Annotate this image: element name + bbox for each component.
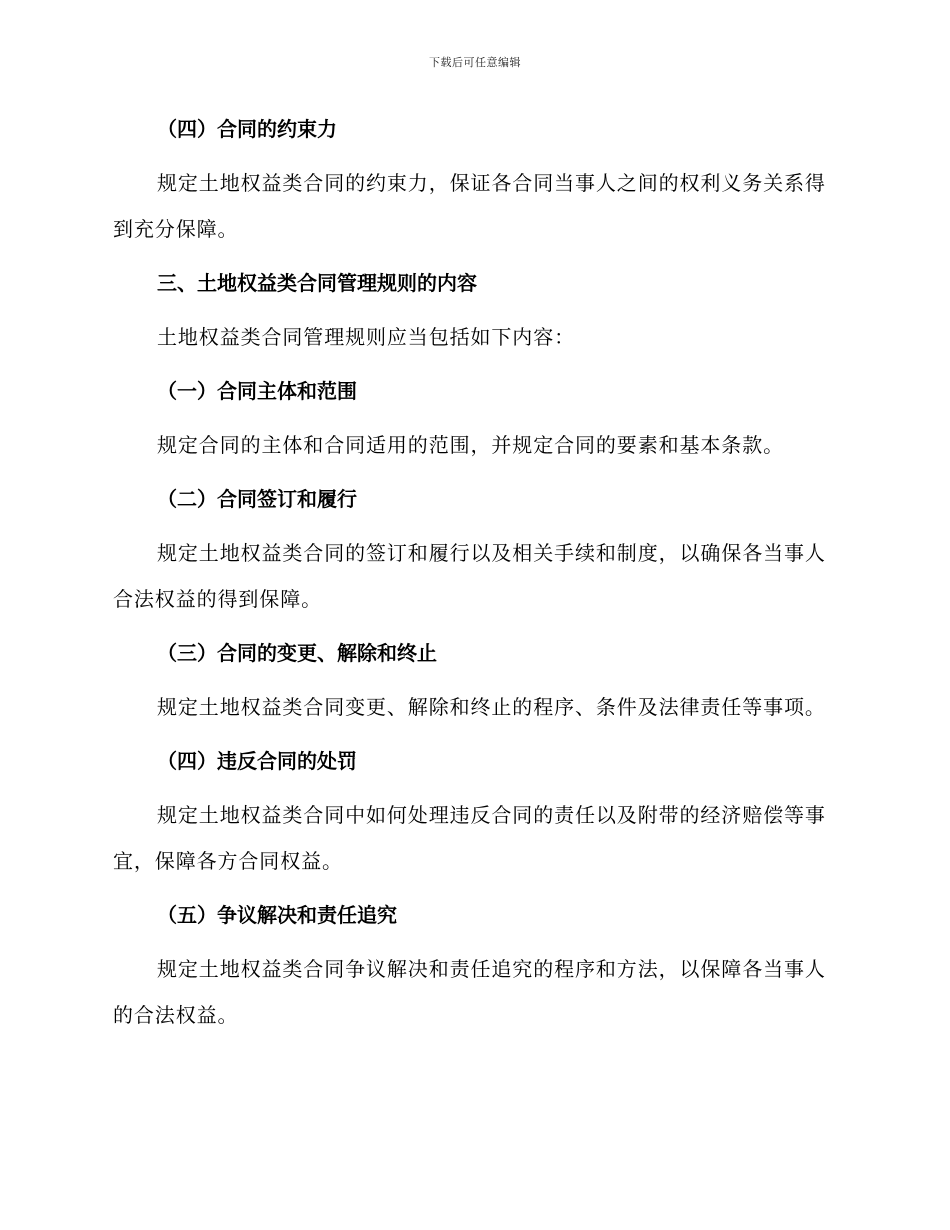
page-header: 下载后可任意编辑 [429,56,521,69]
document-body [113,114,833,1054]
heading-breach-penalty: （四）违反合同的处罚 [157,749,357,773]
heading-dispute-resolution: （五）争议解决和责任追究 [157,903,397,927]
section-heading-rules-content: 三、土地权益类合同管理规则的内容 [157,271,477,295]
paragraph-subject-scope: 规定合同的主体和合同适用的范围，并规定合同的要素和基本条款。 [157,433,784,457]
heading-subject-scope: （一）合同主体和范围 [157,379,357,403]
heading-binding-force: （四）合同的约束力 [157,117,337,141]
paragraph-binding-force: 规定土地权益类合同的约束力，保证各合同当事人之间的权利义务关系得到充分保障。 [113,171,826,241]
paragraph-signing-performance: 规定土地权益类合同的签订和履行以及相关手续和制度，以确保各当事人合法权益的得到保障。 [113,541,826,611]
heading-change-termination: （三）合同的变更、解除和终止 [157,641,437,665]
paragraph-change-termination: 规定土地权益类合同变更、解除和终止的程序、条件及法律责任等事项。 [157,695,826,719]
heading-signing-performance: （二）合同签订和履行 [157,487,357,511]
paragraph-breach-penalty: 规定土地权益类合同中如何处理违反合同的责任以及附带的经济赔偿等事宜，保障各方合同权益。 [113,803,826,873]
paragraph-rules-intro: 土地权益类合同管理规则应当包括如下内容： [157,325,575,349]
paragraph-dispute-resolution: 规定土地权益类合同争议解决和责任追究的程序和方法，以保障各当事人的合法权益。 [113,957,826,1027]
